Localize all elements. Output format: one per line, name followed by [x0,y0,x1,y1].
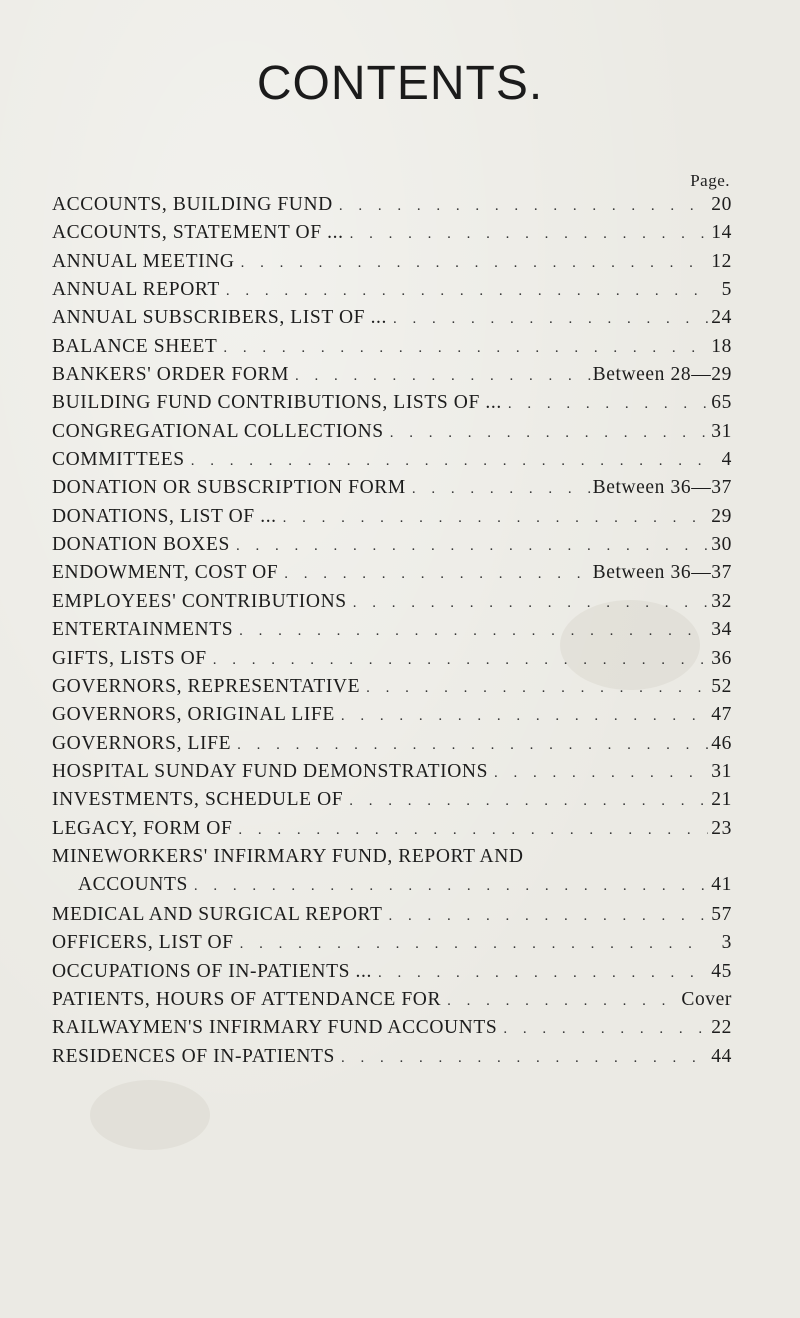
entry-page: 31 [711,760,732,782]
entry-label: GIFTS, LISTS OF [52,647,207,669]
entry-label: ANNUAL REPORT [52,279,220,301]
dot-leader [207,652,708,669]
entry-page: 14 [711,222,732,244]
contents-list [52,194,732,1074]
entry-page: Between 36—37 [592,562,732,584]
dot-leader [382,908,708,925]
entry-page: 46 [711,732,732,754]
contents-entry [52,477,732,505]
entry-page: 18 [711,335,732,357]
entry-label: ENDOWMENT, COST OF [52,562,279,584]
contents-entry [52,251,732,279]
dot-leader [406,481,593,498]
contents-entry [52,961,732,989]
entry-page: 4 [721,449,732,471]
dot-leader [185,453,708,470]
dot-leader [233,623,708,640]
contents-entry [52,619,732,647]
entry-page: 5 [721,279,732,301]
contents-entry [52,591,732,619]
entry-page: 47 [711,704,732,726]
entry-label: CONGREGATIONAL COLLECTIONS [52,420,384,442]
dot-leader [230,538,708,555]
entry-label: DONATIONS, LIST OF ... [52,505,277,527]
entry-label: RESIDENCES OF IN-PATIENTS [52,1045,335,1067]
entry-label: MEDICAL AND SURGICAL REPORT [52,903,383,925]
entry-label: HOSPITAL SUNDAY FUND DEMONSTRATIONS [52,760,489,782]
page-column-label: Page. [690,171,730,190]
contents-entry [52,506,732,534]
dot-leader [360,680,708,697]
contents-entry [52,336,732,364]
contents-entry [52,648,732,676]
dot-leader [372,965,708,982]
dot-leader [217,340,708,357]
entry-page: 22 [711,1017,732,1039]
contents-entry [52,1046,732,1074]
entry-label: GOVERNORS, LIFE [52,732,232,754]
entry-page: 3 [721,932,732,954]
dot-leader [188,878,708,895]
contents-entry [52,932,732,960]
entry-page: 29 [711,505,732,527]
entry-label: PATIENTS, HOURS OF ATTENDANCE FOR [52,988,442,1010]
dot-leader [347,595,708,612]
contents-entry [52,676,732,704]
entry-label: RAILWAYMEN'S INFIRMARY FUND ACCOUNTS [52,1017,498,1039]
entry-page: 57 [711,903,732,925]
entry-label: EMPLOYEES' CONTRIBUTIONS [52,590,347,612]
entry-page: 34 [711,619,732,641]
dot-leader [333,198,708,215]
entry-page: 32 [711,590,732,612]
entry-label: ANNUAL SUBSCRIBERS, LIST OF ... [52,307,387,329]
contents-entry [52,534,732,562]
dot-leader [289,368,593,385]
entry-label-continuation-row [52,874,732,902]
entry-page: Cover [681,988,732,1010]
contents-entry [52,364,732,392]
page-title: CONTENTS. [256,57,544,110]
entry-label: ACCOUNTS, BUILDING FUND [52,194,333,215]
entry-page: 24 [711,307,732,329]
entry-label: BUILDING FUND CONTRIBUTIONS, LISTS OF ... [52,392,502,414]
contents-entry [52,733,732,761]
dot-leader [231,737,708,754]
contents-entry [52,846,732,902]
dot-leader [277,510,708,527]
contents-entry [52,449,732,477]
contents-entry [52,279,732,307]
entry-page: 23 [711,817,732,839]
entry-label: OCCUPATIONS OF IN-PATIENTS ... [52,960,372,982]
entry-page: 45 [711,960,732,982]
contents-entry [52,704,732,732]
dot-leader [278,566,592,583]
contents-entry [52,562,732,590]
contents-entry [52,904,732,932]
entry-page: 20 [711,194,732,215]
paper-stain [90,1080,210,1150]
contents-entry [52,1017,732,1045]
entry-page: 52 [711,675,732,697]
entry-page: 65 [711,392,732,414]
entry-label: COMMITTEES [52,449,185,471]
contents-entry [52,789,732,817]
dot-leader [335,708,708,725]
entry-label: ACCOUNTS, STATEMENT OF ... [52,222,344,244]
dot-leader [387,311,708,328]
dot-leader [384,425,708,442]
entry-page: 44 [711,1045,732,1067]
entry-label: MINEWORKERS' INFIRMARY FUND, REPORT AND [52,845,524,867]
contents-entry [52,222,732,250]
entry-page: Between 36—37 [592,477,732,499]
contents-entry [52,392,732,420]
dot-leader [344,226,708,243]
entry-page: 12 [711,250,732,272]
dot-leader [335,1050,708,1067]
entry-label: DONATION BOXES [52,534,230,556]
dot-leader [502,396,708,413]
entry-page: 21 [711,789,732,811]
entry-page: 31 [711,420,732,442]
contents-entry [52,761,732,789]
entry-label: LEGACY, FORM OF [52,817,233,839]
dot-leader [343,793,708,810]
entry-label: OFFICERS, LIST OF [52,932,234,954]
dot-leader [488,765,708,782]
entry-label: BALANCE SHEET [52,335,218,357]
entry-page: 36 [711,647,732,669]
entry-label: DONATION OR SUBSCRIPTION FORM [52,477,406,499]
entry-label-continuation: ACCOUNTS [78,873,188,895]
dot-leader [220,283,708,300]
contents-entry [52,818,732,846]
contents-entry [52,989,732,1017]
entry-label: BANKERS' ORDER FORM [52,364,290,386]
contents-entry [52,307,732,335]
entry-label: GOVERNORS, REPRESENTATIVE [52,675,361,697]
entry-label: GOVERNORS, ORIGINAL LIFE [52,704,335,726]
entry-label: INVESTMENTS, SCHEDULE OF [52,789,344,811]
entry-label: ENTERTAINMENTS [52,619,234,641]
dot-leader [497,1021,708,1038]
entry-page: 41 [711,873,732,895]
dot-leader [234,936,708,953]
dot-leader [232,822,708,839]
contents-entry [52,194,732,222]
entry-page: 30 [711,534,732,556]
contents-entry [52,421,732,449]
entry-page: Between 28—29 [592,364,732,386]
entry-label: ANNUAL MEETING [52,250,235,272]
dot-leader [441,993,681,1010]
dot-leader [235,255,708,272]
